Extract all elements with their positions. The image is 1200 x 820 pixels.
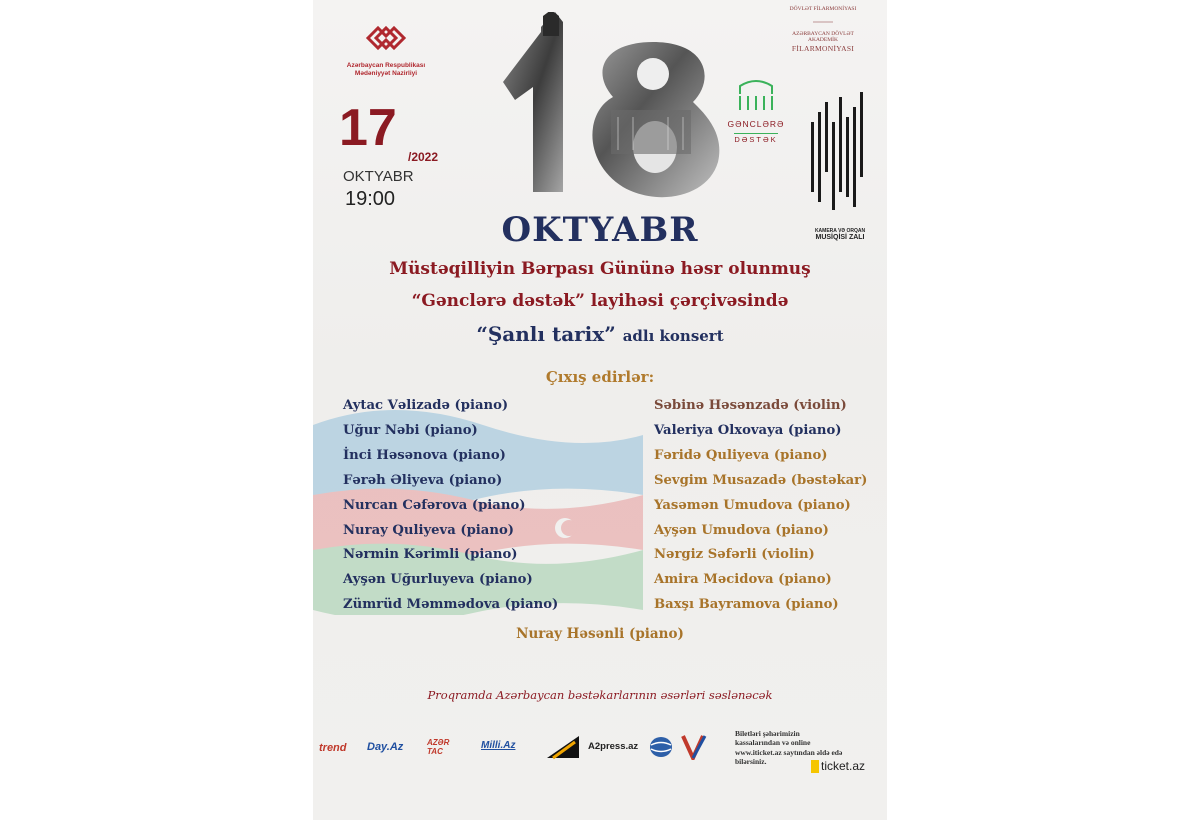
youth-support-line1: GƏNCLƏRƏ (727, 119, 785, 129)
description-line1: Müstəqilliyin Bərpası Gününə həsr olunmuş (389, 259, 811, 279)
performer-item: Fərəh Əliyeva (piano) (343, 472, 503, 488)
performer-item: Baxşı Bayramova (piano) (654, 597, 839, 613)
performer-item: Amira Məcidova (piano) (654, 572, 832, 588)
sponsor-globe-icon (649, 736, 673, 758)
performer-item: Fəridə Quliyeva (piano) (654, 447, 828, 463)
sponsor-milliaz: Milli.Az (481, 740, 516, 751)
performer-item: Valeriya Olxovaya (piano) (654, 422, 842, 438)
performer-item: Nərmin Kərimli (piano) (343, 547, 518, 563)
iticket-mark-icon (811, 760, 819, 773)
ministry-logo (331, 18, 441, 78)
ministry-emblem-icon (362, 18, 410, 58)
concert-title-suffix: adlı konsert (622, 327, 724, 345)
sponsor-trend: trend (319, 742, 347, 754)
date-year: /2022 (408, 150, 439, 164)
youth-support-line2: DƏSTƏK (734, 135, 778, 144)
date-time: 19:00 (345, 188, 396, 210)
performers-title: Çıxış edirlər: (545, 368, 655, 386)
performers-left-column (343, 394, 558, 618)
performer-item: Nurcan Cəfərova (piano) (343, 497, 526, 513)
big-18-photo-collage (493, 12, 733, 202)
date-day: 17 (339, 99, 397, 157)
performer-item: Sevgim Musazadə (bəstəkar) (654, 472, 868, 488)
philharmonic-logo (773, 6, 873, 54)
building-icon (736, 78, 776, 112)
iticket-logo (811, 759, 865, 773)
philharmonic-line2: AZƏRBAYCAN DÖVLƏT (792, 30, 854, 37)
concert-title-name: “Şanlı tarix” (476, 322, 616, 346)
performer-item: Uğur Nəbi (piano) (343, 422, 478, 438)
hall-line1: KAMERA VƏ ORQAN (814, 228, 866, 234)
hall-line2: MUSİQİSİ ZALI (815, 234, 865, 241)
philharmonic-line4: FİLARMONİYASI (791, 43, 855, 53)
philharmonic-line3: AKADEMİK (808, 37, 838, 44)
performer-item: Nuray Quliyeva (piano) (343, 522, 514, 538)
performer-item: Zümrüd Məmmədova (piano) (343, 597, 559, 613)
performers-right-column (654, 394, 867, 618)
description-line2: “Gənclərə dəstək” layihəsi çərçivəsində (411, 291, 789, 311)
iticket-brand: ticket.az (821, 759, 866, 773)
ticket-info: Biletləri şəhərimizin kassalarından və online www.iticket.az saytından əldə edə bilərsiniz. (735, 729, 843, 767)
performer-item: Ayşən Uğurluyeva (piano) (343, 572, 533, 588)
sponsor-azertac: AZƏR TAC (427, 738, 450, 756)
sponsor-dayaz: Day.Az (367, 741, 404, 753)
ministry-name-line2: Mədəniyyət Nazirliyi (354, 70, 418, 78)
performer-item: İnci Həsənova (piano) (343, 447, 506, 463)
philharmonic-line1: DÖVLƏT FİLARMONİYASI (789, 6, 857, 12)
philharmonic-divider-icon (813, 18, 833, 26)
performer-item: Nərgiz Səfərli (violin) (654, 547, 815, 563)
sponsor-v-icon (681, 734, 711, 760)
sponsor-a2press: A2press.az (588, 741, 639, 752)
organ-pipes-icon (809, 92, 869, 212)
performer-item: Ayşən Umudova (piano) (654, 522, 829, 538)
performer-item: Səbinə Həsənzadə (violin) (654, 398, 847, 413)
youth-support-logo (726, 78, 786, 147)
concert-title (313, 322, 887, 346)
program-note: Proqramda Azərbaycan bəstəkarlarının əsərləri səslənəcək (427, 688, 773, 702)
ministry-name-line1: Azərbaycan Respublikası (346, 62, 426, 69)
date-month: OKTYABR (343, 168, 414, 185)
headline-month: OKTYABR (501, 210, 699, 250)
sponsor-report-icon (545, 734, 581, 760)
performer-extra: Nuray Həsənli (piano) (516, 626, 684, 642)
concert-poster (313, 0, 887, 820)
performer-item: Yasəmən Umudova (piano) (654, 497, 851, 513)
performer-item: Aytac Vəlizadə (piano) (343, 398, 509, 413)
